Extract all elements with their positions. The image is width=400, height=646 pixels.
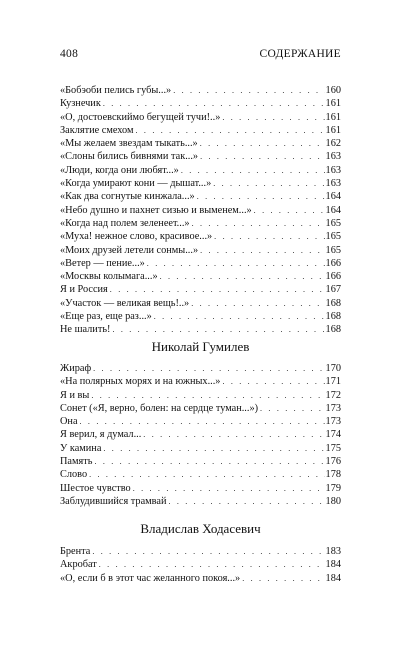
dot-leader	[99, 558, 325, 571]
toc-entry-title: Кузнечик	[60, 98, 101, 110]
toc-entry-title: «Ветер — пение...»	[60, 257, 145, 269]
toc-entry-page: 161	[325, 111, 341, 123]
toc-entry-page: 165	[325, 217, 341, 229]
toc-entry-page: 168	[325, 311, 341, 323]
dot-leader	[200, 137, 325, 150]
running-header	[60, 48, 341, 60]
toc-entry-page: 165	[325, 244, 341, 256]
toc-entry	[60, 150, 341, 163]
toc-entry-title: «Участок — великая вещь!..»	[60, 297, 190, 309]
toc-entry-title: «Небо душно и пахнет сизью и выменем...»	[60, 204, 252, 216]
toc-entry-title: «Когда умирают кони — дышат...»	[60, 178, 212, 190]
toc-entry-title: Она	[60, 416, 78, 428]
dot-leader	[191, 297, 324, 310]
toc-section-khlebnikov	[60, 84, 341, 337]
toc-entry	[60, 204, 341, 217]
toc-entry	[60, 244, 341, 257]
toc-entry-title: Я и вы	[60, 389, 90, 401]
dot-leader	[154, 310, 325, 323]
toc-entry-page: 173	[325, 402, 341, 414]
dot-leader	[91, 389, 324, 402]
toc-entry	[60, 402, 341, 415]
dot-leader	[110, 283, 325, 296]
dot-leader	[160, 270, 325, 283]
toc-entry-page: 180	[325, 495, 341, 507]
toc-entry-page: 168	[325, 297, 341, 309]
toc-entry-page: 184	[325, 572, 341, 584]
running-title: СОДЕРЖАНИЕ	[259, 48, 341, 60]
dot-leader	[112, 323, 324, 336]
toc-entry-title: «Слоны бились бивнями так...»	[60, 151, 199, 163]
dot-leader	[143, 428, 324, 441]
toc-entry	[60, 455, 341, 468]
toc-entry-title: Заблудившийся трамвай	[60, 495, 167, 507]
toc-entry-title: Сонет («Я, верно, болен: на сердце туман...»)	[60, 402, 259, 414]
toc-entry-title: Заклятие смехом	[60, 124, 134, 136]
dot-leader	[222, 111, 324, 124]
toc-entry	[60, 468, 341, 481]
toc-entry-page: 164	[325, 204, 341, 216]
toc-entry-title: Акробат	[60, 559, 97, 571]
toc-entry	[60, 415, 341, 428]
toc-entry-title: Жираф	[60, 363, 92, 374]
dot-leader	[200, 244, 324, 257]
toc-entry-title: Не шалить!	[60, 324, 111, 336]
toc-entry	[60, 217, 341, 230]
toc-entry	[60, 230, 341, 243]
toc-entry	[60, 283, 341, 296]
toc-entry-page: 183	[325, 546, 341, 557]
toc-entry-title: «Люди, когда они любят...»	[60, 164, 179, 176]
dot-leader	[200, 150, 324, 163]
toc-entry	[60, 190, 341, 203]
toc-entry-page: 164	[325, 191, 341, 203]
toc-entry-page: 163	[325, 164, 341, 176]
toc-entry-title: «Когда над полем зеленеет...»	[60, 217, 190, 229]
toc-entry-title: «Еще раз, еще раз...»	[60, 311, 152, 323]
toc-entry-title: Память	[60, 456, 93, 468]
toc-entry-page: 162	[325, 138, 341, 150]
toc-entry-title: Я верил, я думал...	[60, 429, 142, 441]
toc-entry-title: У камина	[60, 442, 102, 454]
toc-entry	[60, 270, 341, 283]
toc-entry	[60, 362, 341, 375]
toc-entry-title: «Москвы колымага...»	[60, 271, 158, 283]
dot-leader	[197, 190, 325, 203]
dot-leader	[181, 164, 325, 177]
toc-entry-title: Брента	[60, 546, 91, 557]
dot-leader	[214, 230, 324, 243]
toc-entry-page: 167	[325, 284, 341, 296]
toc-entry	[60, 323, 341, 336]
toc-entry	[60, 495, 341, 508]
toc-entry-page: 163	[325, 178, 341, 190]
toc-entry	[60, 482, 341, 495]
toc-entry	[60, 545, 341, 558]
toc-entry	[60, 310, 341, 323]
toc-entry-page: 172	[325, 389, 341, 401]
toc-entry	[60, 164, 341, 177]
dot-leader	[173, 84, 324, 97]
toc-entry	[60, 84, 341, 97]
section-author-gumilev: Николай Гумилев	[151, 339, 250, 354]
toc-entry-title: «Моих друзей летели сонмы...»	[60, 244, 199, 256]
toc-entry	[60, 297, 341, 310]
toc-entry-title: «Как два согнутые кинжала...»	[60, 191, 195, 203]
toc-entry	[60, 124, 341, 137]
toc-entry-page: 161	[325, 98, 341, 110]
toc-entry-page: 160	[325, 85, 341, 96]
toc-entry-page: 168	[325, 324, 341, 336]
toc-entry-title: Я и Россия	[60, 284, 108, 296]
toc-entry-title: «О, если б в этот час желанного покоя...»	[60, 572, 241, 584]
toc-entry	[60, 428, 341, 441]
dot-leader	[254, 204, 325, 217]
dot-leader	[242, 572, 324, 585]
toc-entry-page: 161	[325, 124, 341, 136]
toc-entry	[60, 442, 341, 455]
toc-section-khodasevich	[60, 545, 341, 585]
toc-entry	[60, 572, 341, 585]
toc-entry-title: «На полярных морях и на южных...»	[60, 376, 221, 388]
dot-leader	[80, 415, 325, 428]
toc-entry-title: «Муха! нежное слово, красивое...»	[60, 231, 213, 243]
dot-leader	[260, 402, 325, 415]
toc-entry	[60, 137, 341, 150]
toc-entry-page: 170	[325, 363, 341, 374]
toc-entry-page: 165	[325, 231, 341, 243]
dot-leader	[103, 442, 324, 455]
dot-leader	[136, 124, 325, 137]
dot-leader	[103, 97, 325, 110]
toc-entry-page: 174	[325, 429, 341, 441]
toc-entry-title: Шестое чувство	[60, 482, 131, 494]
toc-entry-page: 179	[325, 482, 341, 494]
dot-leader	[92, 545, 324, 558]
toc-entry-page: 166	[325, 257, 341, 269]
dot-leader	[168, 495, 324, 508]
section-author-khodasevich: Владислав Ходасевич	[140, 521, 261, 536]
toc-entry-page: 166	[325, 271, 341, 283]
dot-leader	[147, 257, 325, 270]
toc-entry-page: 178	[325, 469, 341, 481]
toc-entry	[60, 111, 341, 124]
toc-entry	[60, 558, 341, 571]
dot-leader	[213, 177, 324, 190]
dot-leader	[93, 362, 324, 375]
dot-leader	[94, 455, 324, 468]
dot-leader	[133, 482, 325, 495]
toc-entry-page: 163	[325, 151, 341, 163]
toc-entry-page: 176	[325, 456, 341, 468]
toc-entry	[60, 97, 341, 110]
toc-entry-page: 175	[325, 442, 341, 454]
toc-entry-page: 171	[325, 376, 341, 388]
toc-section-gumilev	[60, 362, 341, 508]
dot-leader	[222, 375, 324, 388]
toc-entry-title: Слово	[60, 469, 88, 481]
toc-entry	[60, 257, 341, 270]
page-number: 408	[60, 48, 79, 60]
toc-entry-title: «О, достоевскиймо бегущей тучи!..»	[60, 111, 221, 123]
dot-leader	[89, 468, 324, 481]
toc-entry-title: «Бобэоби пелись губы...»	[60, 85, 172, 96]
dot-leader	[192, 217, 325, 230]
toc-entry	[60, 389, 341, 402]
toc-entry-page: 184	[325, 559, 341, 571]
toc-entry-title: «Мы желаем звездам тыкать...»	[60, 138, 198, 150]
toc-entry-page: 173	[325, 416, 341, 428]
toc-entry	[60, 375, 341, 388]
toc-entry	[60, 177, 341, 190]
